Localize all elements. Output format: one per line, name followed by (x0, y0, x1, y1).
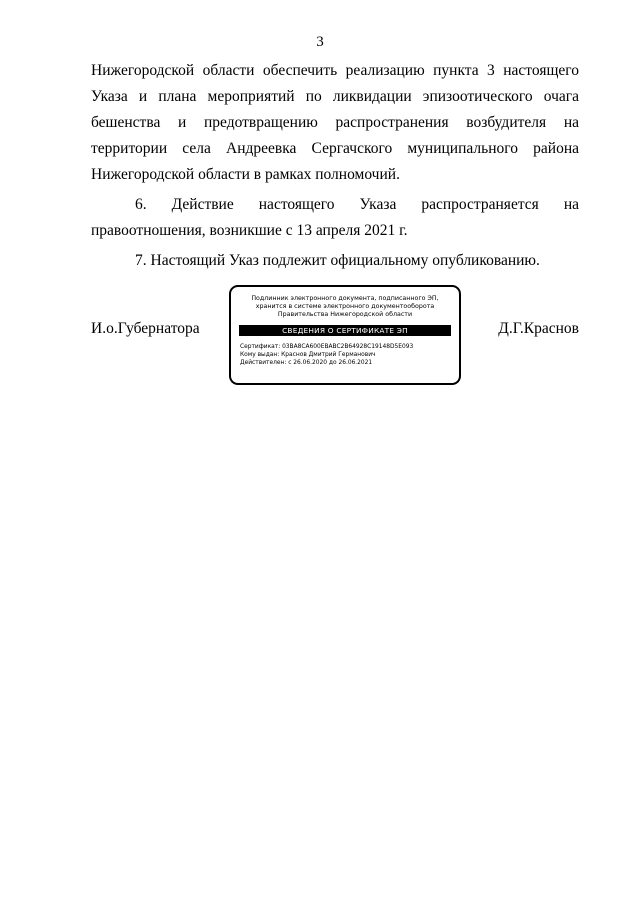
stamp-header (231, 295, 459, 319)
signatory-position: И.о.Губернатора (91, 320, 200, 337)
stamp-certificate-row (240, 343, 459, 351)
stamp-valid-value: с 26.06.2020 до 26.06.2021 (288, 360, 373, 366)
stamp-header-line: Правительства Нижегородской области (277, 311, 413, 318)
stamp-issued-to-value: Краснов Дмитрий Германович (281, 352, 376, 358)
signature-block (91, 285, 579, 391)
stamp-valid-row (240, 359, 459, 367)
stamp-header-line: Подлинник электронного документа, подписанного ЭП, (251, 295, 439, 302)
paragraph-continuation: Нижегородской области обеспечить реализацию пункта 3 настоящего Указа и плана мероприятий по ликвидации эпизоотического очага бешенства и предотвращению распространения возбудителя на территории села Андреевка Сергачского муниципального района Нижегородской области в рамках полномочий. (91, 62, 579, 183)
paragraph-7: 7. Настоящий Указ подлежит официальному опубликованию. (135, 252, 540, 269)
stamp-valid-label: Действителен: (240, 360, 287, 366)
stamp-certificate-value: 03BA8CA600EBABC2B64928C19148D5E093 (282, 344, 414, 350)
stamp-issued-to-row (240, 351, 459, 359)
stamp-title-bar: СВЕДЕНИЯ О СЕРТИФИКАТЕ ЭП (239, 325, 451, 336)
signatory-name: Д.Г.Краснов (498, 320, 579, 337)
electronic-signature-stamp (229, 285, 461, 385)
stamp-header-line: хранится в системе электронного документооборота (255, 303, 435, 310)
stamp-issued-to-label: Кому выдан: (240, 352, 280, 358)
stamp-certificate-label: Сертификат: (240, 344, 281, 350)
stamp-details (240, 343, 459, 367)
paragraph-6: 6. Действие настоящего Указа распространяется на правоотношения, возникшие с 13 апреля 2021 г. (91, 196, 579, 239)
page-number: 3 (316, 34, 324, 50)
document-body (91, 58, 579, 274)
